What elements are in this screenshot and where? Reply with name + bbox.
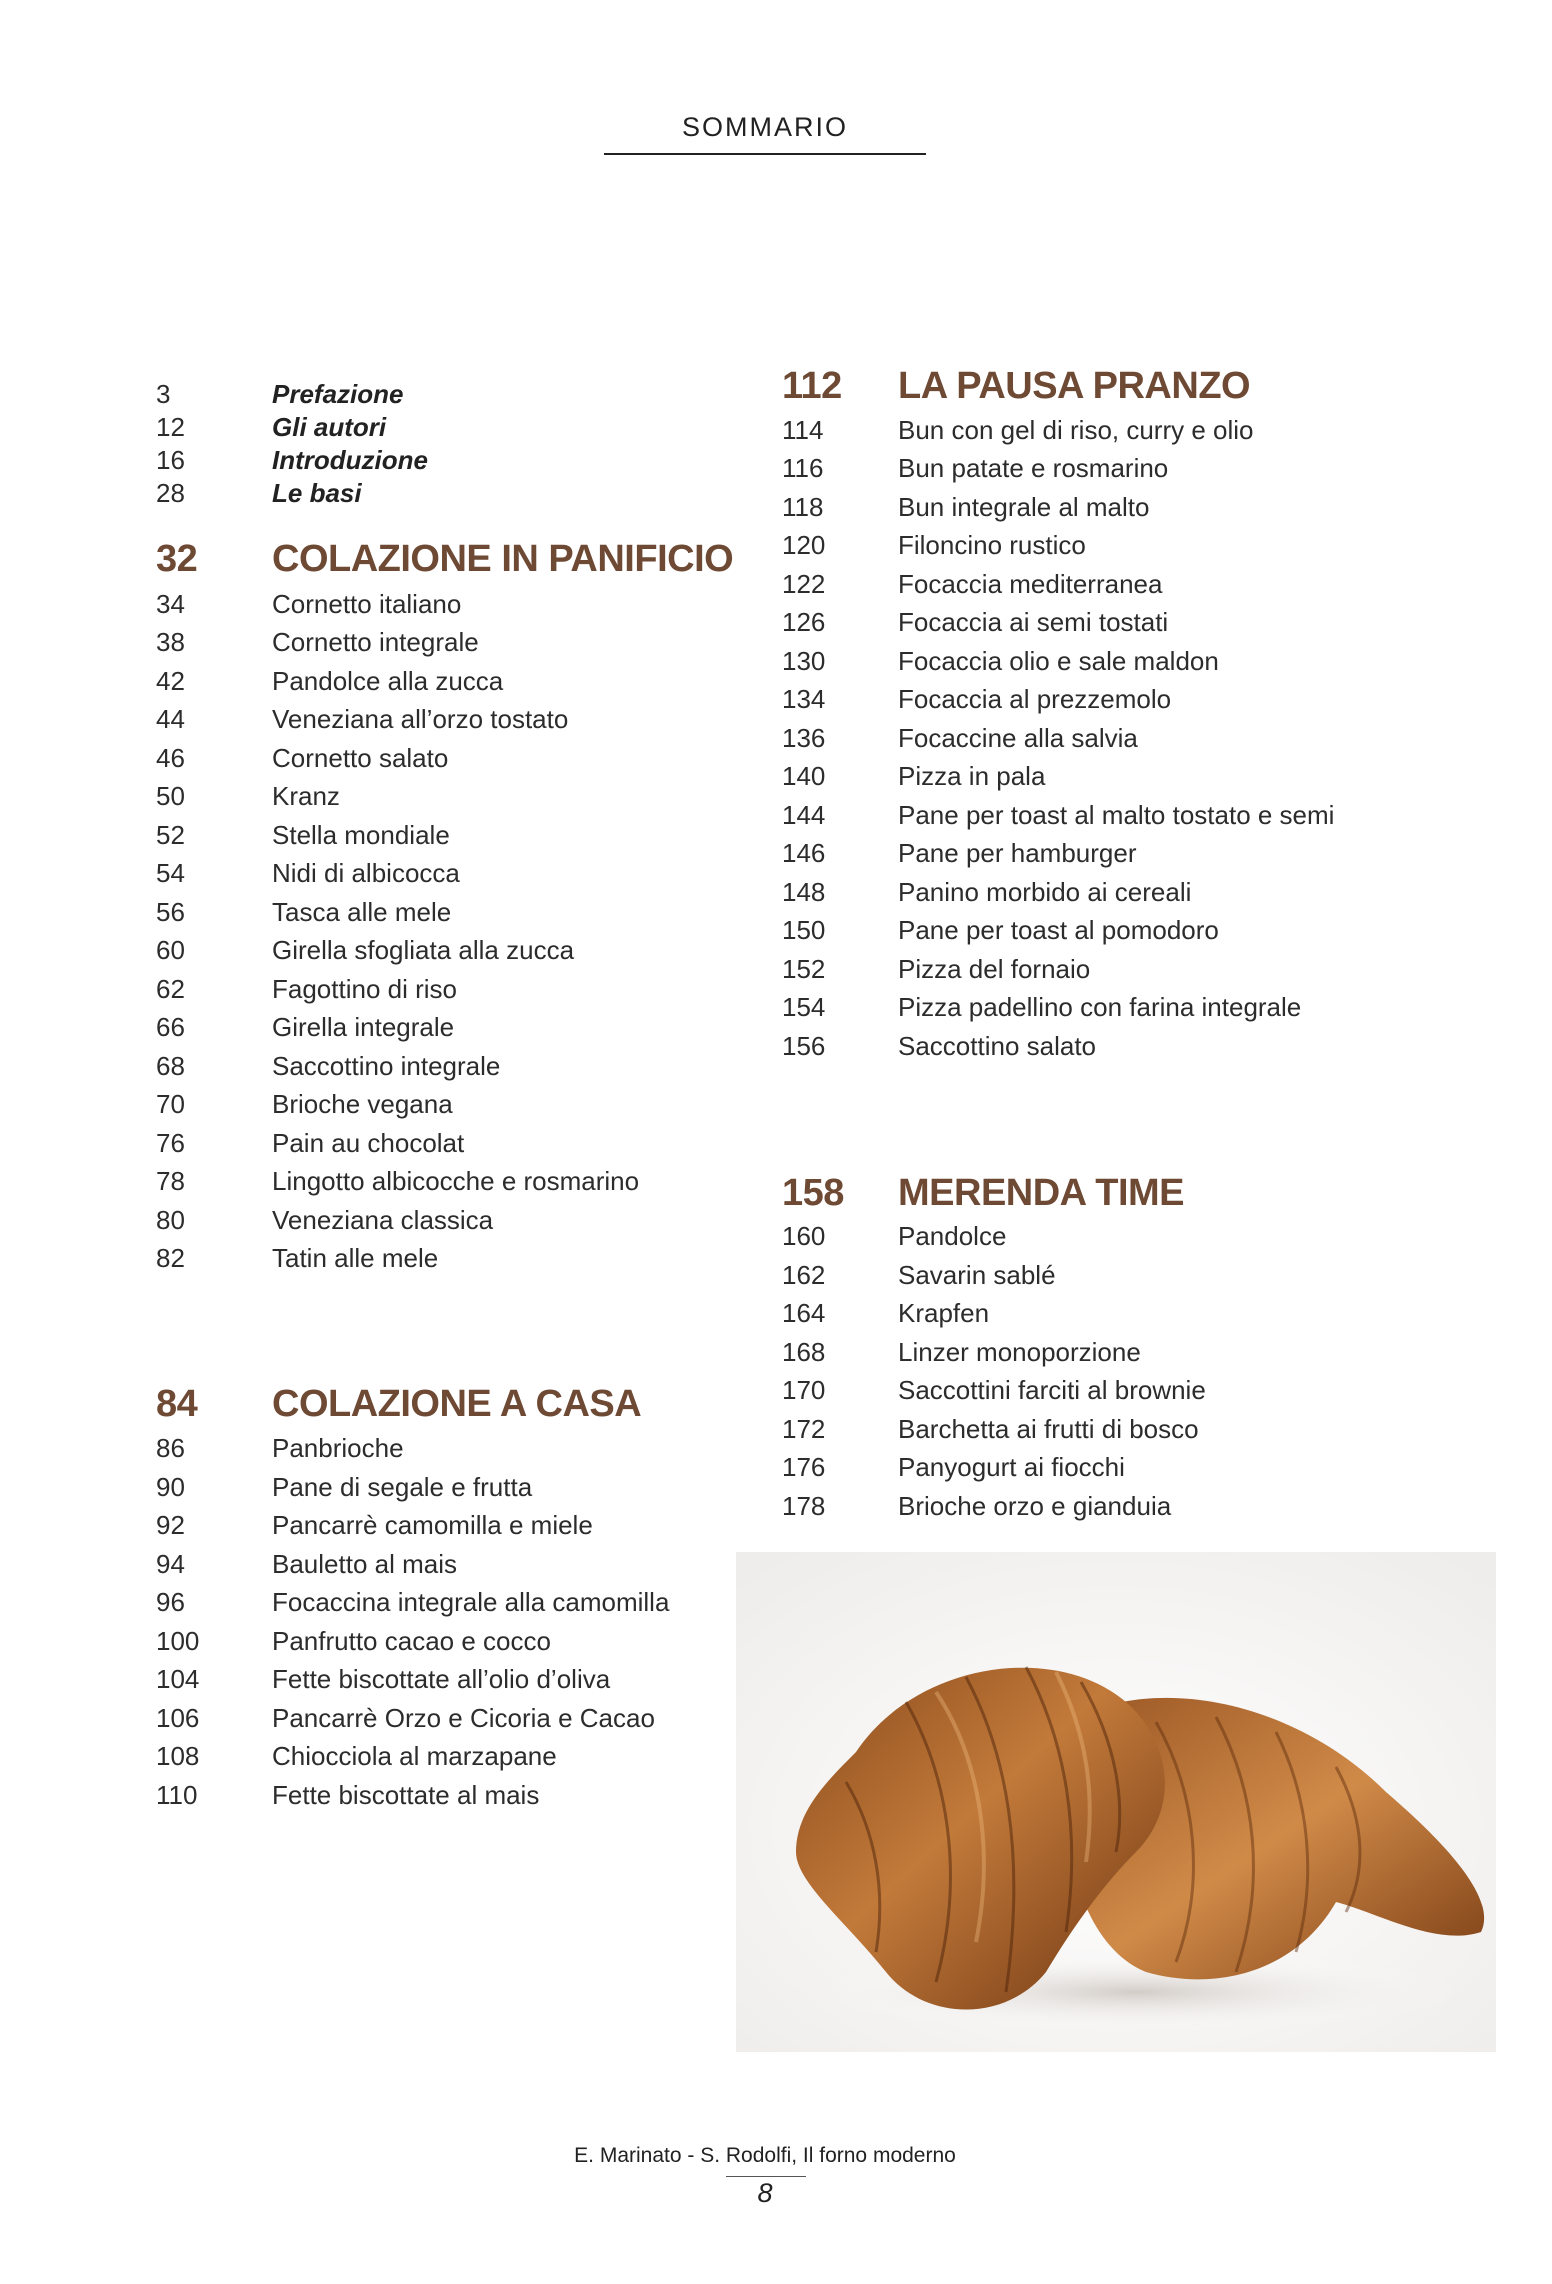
toc-entry-title: Veneziana all’orzo tostato xyxy=(272,704,569,734)
toc-entry-title: Kranz xyxy=(272,781,340,811)
toc-page-number: 160 xyxy=(782,1221,826,1251)
toc-entry-title: Pane di segale e frutta xyxy=(272,1472,533,1502)
toc-page-number: 152 xyxy=(782,954,826,984)
toc-entry-title: Barchetta ai frutti di bosco xyxy=(898,1414,1199,1444)
toc-entry-title: Cornetto integrale xyxy=(272,627,479,657)
toc-page-number: 34 xyxy=(156,589,185,619)
croissant-photo xyxy=(736,1552,1496,2052)
toc-entry-title: Pandolce xyxy=(898,1221,1007,1251)
toc-page-number: 164 xyxy=(782,1298,826,1328)
toc-page-number: 150 xyxy=(782,915,826,945)
toc-entry-title: Pane per toast al malto tostato e semi xyxy=(898,800,1335,830)
toc-entry-title: Pane per hamburger xyxy=(898,838,1137,868)
toc-page-number: 118 xyxy=(782,492,824,522)
toc-entry-title: Bun con gel di riso, curry e olio xyxy=(898,415,1254,445)
toc-entry-title: Fette biscottate al mais xyxy=(272,1780,540,1810)
toc-entry-title: Pain au chocolat xyxy=(272,1128,465,1158)
toc-page-number: 92 xyxy=(156,1510,185,1540)
toc-entry-title: Panino morbido ai cereali xyxy=(898,877,1192,907)
toc-page-number: 70 xyxy=(156,1089,185,1119)
toc-entry-title: Bun patate e rosmarino xyxy=(898,453,1169,483)
toc-page-number: 156 xyxy=(782,1031,826,1061)
toc-page-number: 172 xyxy=(782,1414,826,1444)
toc-page-number: 16 xyxy=(156,445,185,475)
toc-page-number: 108 xyxy=(156,1741,200,1771)
toc-entry-title: Focaccina integrale alla camomilla xyxy=(272,1587,670,1617)
toc-entry-title: Bauletto al mais xyxy=(272,1549,457,1579)
toc-entry-title: Linzer monoporzione xyxy=(898,1337,1141,1367)
toc-entry-title: Saccottini farciti al brownie xyxy=(898,1375,1206,1405)
toc-page-number: 176 xyxy=(782,1452,826,1482)
toc-page-number: 94 xyxy=(156,1549,185,1579)
toc-page-number: 134 xyxy=(782,684,826,714)
toc-page-number: 50 xyxy=(156,781,185,811)
toc-entry-title: Prefazione xyxy=(272,379,404,409)
toc-page-number: 86 xyxy=(156,1433,185,1463)
toc-entry-title: Lingotto albicocche e rosmarino xyxy=(272,1166,640,1196)
toc-entry-title: Fette biscottate all’olio d’oliva xyxy=(272,1664,611,1694)
toc-entry-title: Gli autori xyxy=(272,412,387,442)
toc-page-number: 162 xyxy=(782,1260,826,1290)
page-number: 8 xyxy=(757,2178,773,2208)
toc-page-number: 104 xyxy=(156,1664,200,1694)
toc-page-number: 154 xyxy=(782,992,826,1022)
toc-entry-title: Le basi xyxy=(272,478,362,508)
toc-page-number: 90 xyxy=(156,1472,185,1502)
toc-page-number: 56 xyxy=(156,897,185,927)
toc-page-number: 60 xyxy=(156,935,185,965)
toc-entry-title: Savarin sablé xyxy=(898,1260,1056,1290)
toc-page-number: 178 xyxy=(782,1491,826,1521)
toc-entry-title: Cornetto salato xyxy=(272,743,449,773)
toc-entry-title: Pancarrè camomilla e miele xyxy=(272,1510,593,1540)
toc-entry-title: Focaccia mediterranea xyxy=(898,569,1163,599)
toc-page-number: 12 xyxy=(156,412,185,442)
toc-page-number: 44 xyxy=(156,704,185,734)
toc-page-number: 68 xyxy=(156,1051,185,1081)
toc-page-number: 62 xyxy=(156,974,185,1004)
toc-page-number: 168 xyxy=(782,1337,826,1367)
toc-entry-title: Girella sfogliata alla zucca xyxy=(272,935,575,965)
toc-page-number: 120 xyxy=(782,530,826,560)
toc-page-number: 46 xyxy=(156,743,185,773)
toc-entry-title: Bun integrale al malto xyxy=(898,492,1150,522)
toc-page-number: 140 xyxy=(782,761,826,791)
toc-entry-title: Filoncino rustico xyxy=(898,530,1086,560)
toc-page-number: 28 xyxy=(156,478,185,508)
header-divider xyxy=(604,153,926,155)
toc-entry-title: Panbrioche xyxy=(272,1433,404,1463)
footer-credit: E. Marinato - S. Rodolfi, Il forno moderno xyxy=(574,2144,956,2167)
toc-entry-title: Introduzione xyxy=(272,445,428,475)
toc-page-number: 126 xyxy=(782,607,826,637)
toc-entry-title: Pancarrè Orzo e Cicoria e Cacao xyxy=(272,1703,655,1733)
toc-page-number: 148 xyxy=(782,877,826,907)
toc-page-number: 3 xyxy=(156,379,171,409)
toc-page-number: 52 xyxy=(156,820,185,850)
toc-page-number: 144 xyxy=(782,800,826,830)
toc-page-number: 96 xyxy=(156,1587,185,1617)
toc-page-number: 82 xyxy=(156,1243,185,1273)
toc-entry-title: Brioche vegana xyxy=(272,1089,453,1119)
toc-page-number: 38 xyxy=(156,627,185,657)
toc-entry-title: Focaccia ai semi tostati xyxy=(898,607,1169,637)
toc-entry-title: Krapfen xyxy=(898,1298,990,1328)
toc-page-number: 54 xyxy=(156,858,185,888)
toc-entry-title: Pizza in pala xyxy=(898,761,1046,791)
toc-page-number: 170 xyxy=(782,1375,826,1405)
footer-divider xyxy=(726,2176,806,2177)
toc-page-number: 130 xyxy=(782,646,826,676)
toc-page-number: 80 xyxy=(156,1205,185,1235)
toc-entry-title: Veneziana classica xyxy=(272,1205,494,1235)
toc-entry-title: Pizza del fornaio xyxy=(898,954,1091,984)
toc-entry-title: Fagottino di riso xyxy=(272,974,457,1004)
toc-entry-title: Pizza padellino con farina integrale xyxy=(898,992,1302,1022)
toc-entry-title: Tatin alle mele xyxy=(272,1243,439,1273)
toc-entry-title: Panfrutto cacao e cocco xyxy=(272,1626,551,1656)
toc-entry-title: Saccottino salato xyxy=(898,1031,1097,1061)
toc-entry-title: Nidi di albicocca xyxy=(272,858,460,888)
toc-page-number: 106 xyxy=(156,1703,200,1733)
toc-page-number: 110 xyxy=(156,1780,198,1810)
toc-entry-title: Cornetto italiano xyxy=(272,589,462,619)
toc-page-number: 116 xyxy=(782,453,824,483)
toc-page-number: 66 xyxy=(156,1012,185,1042)
toc-entry-title: Saccottino integrale xyxy=(272,1051,501,1081)
toc-page-number: 114 xyxy=(782,415,824,445)
toc-entry-title: Pandolce alla zucca xyxy=(272,666,504,696)
toc-entry-title: Focaccine alla salvia xyxy=(898,723,1138,753)
toc-page-number: 42 xyxy=(156,666,185,696)
toc-entry-title: Focaccia al prezzemolo xyxy=(898,684,1172,714)
toc-entry-title: Girella integrale xyxy=(272,1012,455,1042)
toc-entry-title: Chiocciola al marzapane xyxy=(272,1741,557,1771)
toc-page-number: 146 xyxy=(782,838,826,868)
toc-entry-title: Stella mondiale xyxy=(272,820,450,850)
toc-entry-title: Brioche orzo e gianduia xyxy=(898,1491,1172,1521)
toc-entry-title: Pane per toast al pomodoro xyxy=(898,915,1219,945)
toc-page-number: 100 xyxy=(156,1626,200,1656)
toc-entry-title: Tasca alle mele xyxy=(272,897,452,927)
toc-page-number: 76 xyxy=(156,1128,185,1158)
toc-page-number: 122 xyxy=(782,569,826,599)
toc-entry-title: Focaccia olio e sale maldon xyxy=(898,646,1219,676)
toc-page-number: 78 xyxy=(156,1166,185,1196)
toc-page-number: 136 xyxy=(782,723,826,753)
page-title: SOMMARIO xyxy=(681,112,848,142)
toc-entry-title: Panyogurt ai fiocchi xyxy=(898,1452,1125,1482)
